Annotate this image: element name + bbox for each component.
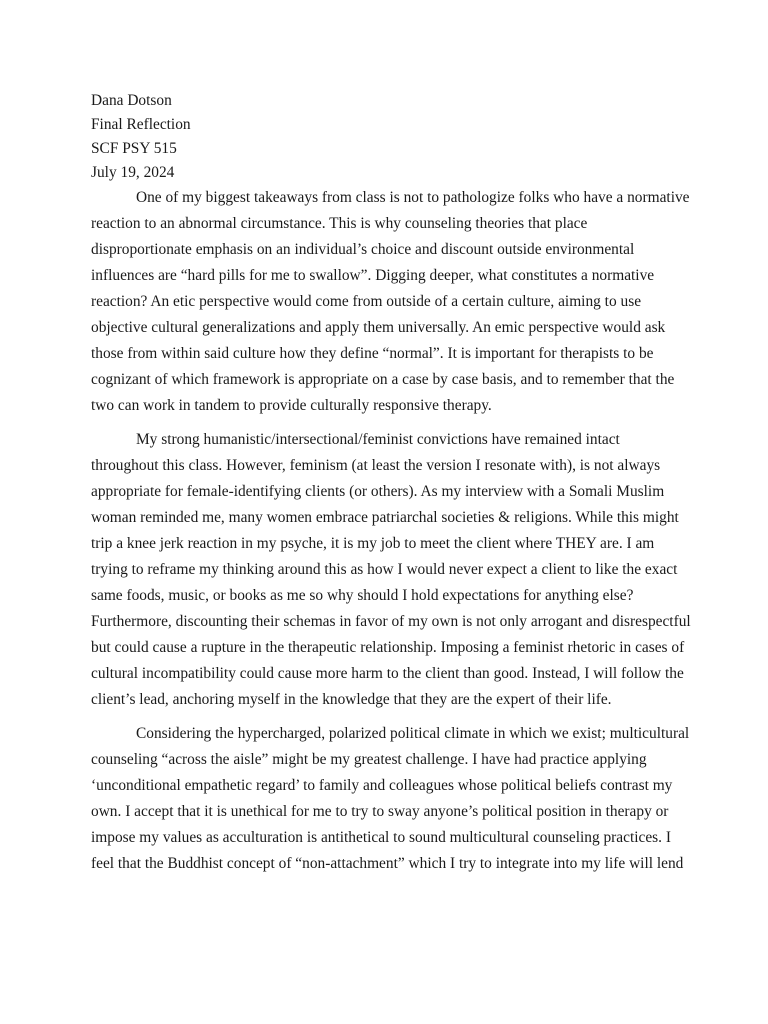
document-date: July 19, 2024: [91, 164, 175, 181]
paragraph-line: same foods, music, or books as me so why should I hold expectations for anything else?: [91, 587, 634, 604]
paragraph-line: two can work in tandem to provide culturally responsive therapy.: [91, 397, 492, 414]
paragraph-line: reaction to an abnormal circumstance. This is why counseling theories that place: [91, 215, 588, 232]
paragraph-line: appropriate for female-identifying clients (or others). As my interview with a Somali Muslim: [91, 483, 665, 500]
paragraph-line: own. I accept that it is unethical for me to try to sway anyone’s political position in therapy or: [91, 803, 669, 820]
paragraph-line: client’s lead, anchoring myself in the knowledge that they are the expert of their life.: [91, 691, 612, 708]
paragraph-line: those from within said culture how they define “normal”. It is important for therapists to be: [91, 345, 654, 362]
paragraph-line: impose my values as acculturation is antithetical to sound multicultural counseling practices. I: [91, 829, 671, 846]
document-body: [91, 89, 691, 877]
paragraph-2: [91, 427, 691, 713]
document-title: Final Reflection: [91, 116, 191, 133]
paragraph-line: One of my biggest takeaways from class is not to pathologize folks who have a normative: [136, 189, 690, 206]
document-header: [91, 89, 691, 185]
course-code: SCF PSY 515: [91, 140, 177, 157]
paragraph-3: [91, 721, 691, 877]
paragraph-line: but could cause a rupture in the therapeutic relationship. Imposing a feminist rhetoric in cases of: [91, 639, 685, 656]
paragraph-1: [91, 185, 691, 419]
paragraph-line: Considering the hypercharged, polarized political climate in which we exist; multicultural: [136, 725, 690, 742]
paragraph-line: trying to reframe my thinking around this as how I would never expect a client to like the exact: [91, 561, 678, 578]
paragraph-line: ‘unconditional empathetic regard’ to family and colleagues whose political beliefs contrast my: [91, 777, 673, 794]
paragraph-line: influences are “hard pills for me to swallow”. Digging deeper, what constitutes a normative: [91, 267, 655, 284]
paragraph-line: cultural incompatibility could cause more harm to the client than good. Instead, I will follow the: [91, 665, 684, 682]
paragraph-line: My strong humanistic/intersectional/feminist convictions have remained intact: [136, 431, 620, 448]
paragraph-line: Furthermore, discounting their schemas in favor of my own is not only arrogant and disrespectful: [91, 613, 691, 630]
paragraph-line: reaction? An etic perspective would come from outside of a certain culture, aiming to use: [91, 293, 642, 310]
paragraph-line: woman reminded me, many women embrace patriarchal societies & religions. While this might: [91, 509, 679, 526]
paragraph-line: trip a knee jerk reaction in my psyche, it is my job to meet the client where THEY are. I am: [91, 535, 655, 552]
paragraph-line: cognizant of which framework is appropriate on a case by case basis, and to remember that the: [91, 371, 675, 388]
paragraph-line: throughout this class. However, feminism (at least the version I resonate with), is not always: [91, 457, 661, 474]
paragraph-line: feel that the Buddhist concept of “non-attachment” which I try to integrate into my life will lend: [91, 855, 684, 872]
paragraph-line: disproportionate emphasis on an individual’s choice and discount outside environmental: [91, 241, 635, 258]
paragraph-line: counseling “across the aisle” might be my greatest challenge. I have had practice applying: [91, 751, 647, 768]
paragraph-line: objective cultural generalizations and apply them universally. An emic perspective would ask: [91, 319, 666, 336]
author-name: Dana Dotson: [91, 92, 172, 109]
